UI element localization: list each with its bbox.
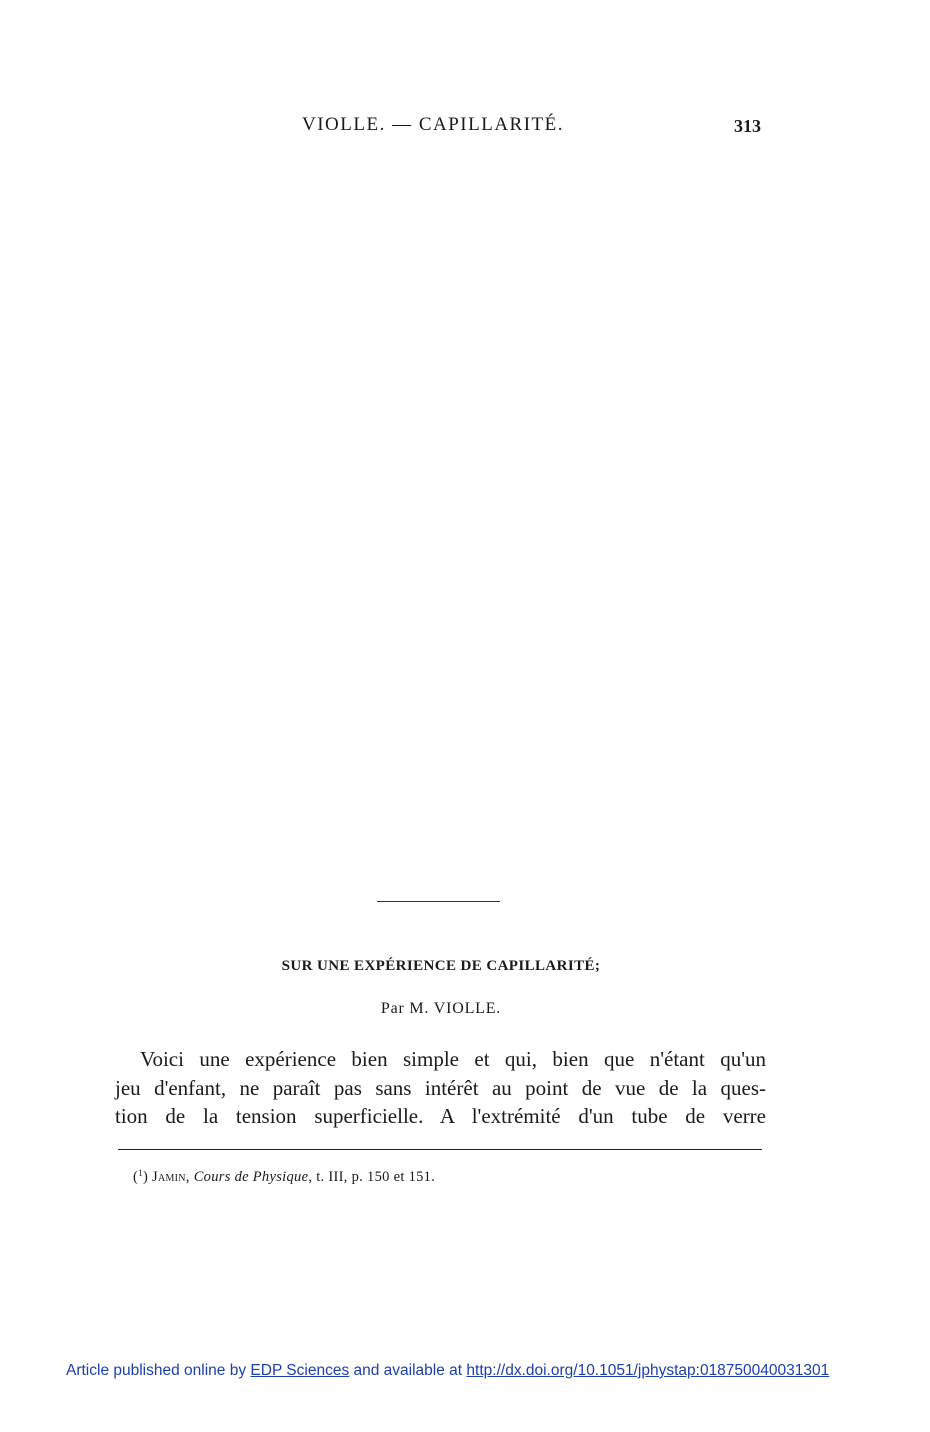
page-number: 313 — [734, 116, 761, 136]
body-line: jeu d'enfant, ne paraît pas sans intérêt au point de vue de la ques- — [115, 1075, 766, 1100]
publisher-notice — [66, 1362, 829, 1380]
doi-link[interactable]: http://dx.doi.org/10.1051/jphystap:018750040031301 — [466, 1362, 830, 1379]
section-divider — [377, 901, 500, 902]
footnote-work: Cours de Physique — [193, 1169, 309, 1185]
running-header — [0, 114, 930, 138]
footnote-reference: t. III, p. 150 et 151. — [316, 1169, 436, 1185]
body-paragraph — [115, 1045, 766, 1131]
body-line: tion de la tension superficielle. A l'extrémité d'un tube de verre — [115, 1104, 766, 1128]
footnote-divider — [118, 1149, 762, 1150]
footnote: ($^1$) Jamin, Cours de Physique, t. III, p. 150 et 151. — [133, 1168, 436, 1185]
footnote-author: Jamin — [152, 1169, 186, 1185]
footnote-marker: 1 — [138, 1168, 143, 1178]
article-author: Par M. VIOLLE. — [380, 1000, 502, 1017]
running-title: VIOLLE. — CAPILLARITÉ. — [302, 114, 565, 135]
body-line: Voici une expérience bien simple et qui, bien que n'étant qu'un — [140, 1047, 766, 1071]
edp-sciences-link[interactable]: EDP Sciences — [250, 1362, 350, 1379]
publisher-middle: and available at — [353, 1362, 463, 1379]
publisher-prefix: Article published online by — [66, 1362, 247, 1379]
article-title: SUR UNE EXPÉRIENCE DE CAPILLARITÉ; — [281, 958, 601, 974]
